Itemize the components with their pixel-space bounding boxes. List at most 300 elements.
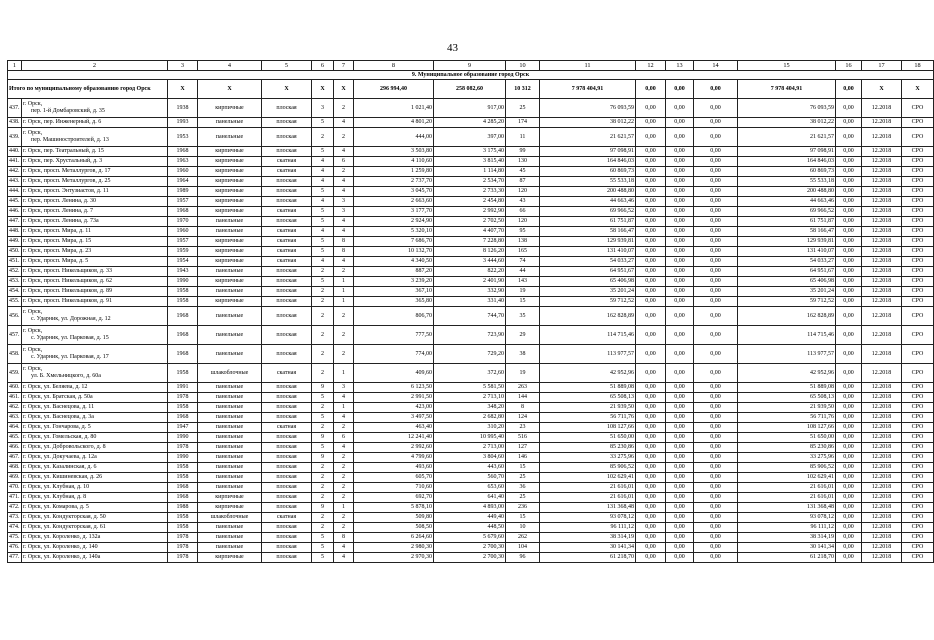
- table-row: [8, 128, 934, 147]
- table-cell: 4: [312, 167, 334, 177]
- table-cell: 2 454,80: [434, 197, 506, 207]
- table-cell: 11: [506, 128, 540, 147]
- table-cell: 3 177,70: [354, 207, 434, 217]
- section-title-row: [8, 71, 934, 80]
- table-cell: 464.: [8, 423, 22, 433]
- table-cell: 0,00: [694, 167, 738, 177]
- table-cell: плоская: [262, 433, 312, 443]
- total-cell: X: [198, 80, 262, 99]
- table-cell: 143: [506, 277, 540, 287]
- table-cell: 0,00: [636, 118, 666, 128]
- table-cell: 0,00: [694, 99, 738, 118]
- address-cell: г. Орск, ул. Васнецова, д. 11: [22, 403, 168, 413]
- table-cell: 0,00: [694, 483, 738, 493]
- table-cell: 1958: [168, 473, 198, 483]
- table-cell: 0,00: [666, 443, 694, 453]
- table-cell: 0,00: [636, 217, 666, 227]
- table-cell: СРО: [902, 277, 934, 287]
- table-cell: 12.2018: [862, 247, 902, 257]
- table-cell: скатная: [262, 257, 312, 267]
- table-cell: 1978: [168, 393, 198, 403]
- address-cell: г. Орск, просп. Мира, д. 11: [22, 227, 168, 237]
- table-cell: скатная: [262, 237, 312, 247]
- table-cell: 470.: [8, 483, 22, 493]
- table-cell: 0,00: [836, 227, 862, 237]
- table-cell: 66: [506, 207, 540, 217]
- table-cell: 130: [506, 157, 540, 167]
- table-cell: плоская: [262, 128, 312, 147]
- table-cell: 0,00: [694, 118, 738, 128]
- table-cell: 12.2018: [862, 423, 902, 433]
- table-cell: 35: [506, 307, 540, 326]
- table-cell: 0,00: [636, 227, 666, 237]
- table-row: [8, 443, 934, 453]
- table-cell: 2 733,30: [434, 187, 506, 197]
- table-cell: 10 995,40: [434, 433, 506, 443]
- table-cell: 5: [312, 443, 334, 453]
- table-cell: 236: [506, 503, 540, 513]
- table-cell: 463.: [8, 413, 22, 423]
- table-cell: 2: [312, 483, 334, 493]
- table-cell: 33 275,96: [540, 453, 636, 463]
- table-cell: панельные: [198, 483, 262, 493]
- table-cell: 131 410,07: [738, 247, 836, 257]
- table-cell: 61 218,70: [540, 553, 636, 563]
- address-cell: г. Орск, ул. Короленко, д. 140: [22, 543, 168, 553]
- address-cell: г. Орск, просп. Никельщиков, д. 62: [22, 277, 168, 287]
- table-cell: 0,00: [836, 345, 862, 364]
- table-cell: 729,20: [434, 345, 506, 364]
- table-cell: плоская: [262, 413, 312, 423]
- table-cell: 372,60: [434, 364, 506, 383]
- table-cell: 0,00: [666, 177, 694, 187]
- table-cell: 3 175,40: [434, 147, 506, 157]
- column-number: 8: [354, 61, 434, 71]
- table-cell: 1: [334, 297, 354, 307]
- table-cell: 129 939,81: [738, 237, 836, 247]
- table-cell: СРО: [902, 177, 934, 187]
- table-cell: СРО: [902, 553, 934, 563]
- table-cell: 0,00: [666, 483, 694, 493]
- table-cell: 0,00: [836, 453, 862, 463]
- table-cell: 12.2018: [862, 403, 902, 413]
- table-cell: 1953: [168, 128, 198, 147]
- table-cell: 397,00: [434, 128, 506, 147]
- table-cell: 0,00: [636, 187, 666, 197]
- table-cell: плоская: [262, 118, 312, 128]
- table-cell: СРО: [902, 157, 934, 167]
- table-row: [8, 147, 934, 157]
- table-cell: 1991: [168, 383, 198, 393]
- table-cell: 12.2018: [862, 413, 902, 423]
- table-cell: 0,00: [666, 326, 694, 345]
- table-cell: 97 098,91: [738, 147, 836, 157]
- table-cell: 3 804,60: [434, 453, 506, 463]
- total-cell: X: [334, 80, 354, 99]
- table-cell: 4 285,20: [434, 118, 506, 128]
- table-cell: 0,00: [694, 393, 738, 403]
- column-number: 12: [636, 61, 666, 71]
- address-cell: г. Орск, просп. Мира, д. 5: [22, 257, 168, 267]
- address-line: г. Орск,: [23, 328, 43, 335]
- total-cell: 296 994,40: [354, 80, 434, 99]
- address-line: пер. 1-й Домбаровский, д. 35: [31, 108, 105, 114]
- total-cell: X: [168, 80, 198, 99]
- table-row: [8, 187, 934, 197]
- table-cell: 44 663,46: [540, 197, 636, 207]
- column-number: 1: [8, 61, 22, 71]
- table-cell: 95: [506, 227, 540, 237]
- table-cell: 467.: [8, 453, 22, 463]
- table-cell: 30 141,34: [738, 543, 836, 553]
- total-row: [8, 80, 934, 99]
- table-cell: 451.: [8, 257, 22, 267]
- table-cell: 3 444,60: [434, 257, 506, 267]
- address-line: г. Орск,: [23, 101, 43, 108]
- table-cell: 0,00: [694, 197, 738, 207]
- table-cell: 1947: [168, 423, 198, 433]
- address-cell: г. Орск, ул. Гомельская, д. 80: [22, 433, 168, 443]
- column-number: 18: [902, 61, 934, 71]
- table-cell: 2: [312, 128, 334, 147]
- table-cell: 0,00: [836, 297, 862, 307]
- table-cell: СРО: [902, 297, 934, 307]
- table-cell: 2: [312, 345, 334, 364]
- table-cell: СРО: [902, 473, 934, 483]
- table-cell: плоская: [262, 217, 312, 227]
- table-cell: 473.: [8, 513, 22, 523]
- table-cell: 99: [506, 147, 540, 157]
- table-cell: 516: [506, 433, 540, 443]
- table-cell: плоская: [262, 403, 312, 413]
- table-cell: 1978: [168, 533, 198, 543]
- table-cell: 0,00: [666, 433, 694, 443]
- table-cell: 0,00: [694, 128, 738, 147]
- table-cell: 777,50: [354, 326, 434, 345]
- table-cell: 2: [334, 345, 354, 364]
- table-cell: 85 906,52: [540, 463, 636, 473]
- table-cell: кирпичные: [198, 257, 262, 267]
- table-cell: 466.: [8, 443, 22, 453]
- table-cell: 8: [334, 533, 354, 543]
- table-cell: 1958: [168, 287, 198, 297]
- table-cell: 459.: [8, 364, 22, 383]
- table-cell: СРО: [902, 118, 934, 128]
- column-number: 9: [434, 61, 506, 71]
- table-cell: 15: [506, 463, 540, 473]
- table-cell: 1958: [168, 523, 198, 533]
- table-cell: 9: [312, 383, 334, 393]
- table-cell: 0,00: [836, 217, 862, 227]
- table-cell: 452.: [8, 267, 22, 277]
- table-cell: 1990: [168, 453, 198, 463]
- address-cell: г. Орск, пер. Инженерный, д. 6: [22, 118, 168, 128]
- table-cell: 3 497,50: [354, 413, 434, 423]
- table-cell: 12.2018: [862, 364, 902, 383]
- table-cell: 0,00: [666, 473, 694, 483]
- address-line: г. Орск,: [23, 130, 43, 137]
- table-cell: 1 021,40: [354, 99, 434, 118]
- table-cell: 0,00: [636, 345, 666, 364]
- table-cell: 0,00: [636, 326, 666, 345]
- table-cell: 723,90: [434, 326, 506, 345]
- table-cell: 0,00: [666, 513, 694, 523]
- address-cell: г. Орск, ул. Короленко, д. 140а: [22, 553, 168, 563]
- table-cell: 455.: [8, 297, 22, 307]
- table-cell: 69 966,52: [540, 207, 636, 217]
- table-cell: 8: [334, 247, 354, 257]
- table-cell: 108 127,66: [540, 423, 636, 433]
- table-cell: 0,00: [666, 128, 694, 147]
- table-cell: 4: [334, 177, 354, 187]
- table-cell: 0,00: [636, 177, 666, 187]
- table-cell: 774,00: [354, 345, 434, 364]
- address-line: г. Орск,: [23, 347, 43, 354]
- table-cell: 2: [312, 307, 334, 326]
- table-cell: 164 846,03: [540, 157, 636, 167]
- table-cell: скатная: [262, 207, 312, 217]
- table-cell: 2 970,30: [354, 553, 434, 563]
- table-cell: скатная: [262, 423, 312, 433]
- table-row: [8, 177, 934, 187]
- table-cell: 0,00: [666, 237, 694, 247]
- table-cell: 0,00: [666, 297, 694, 307]
- table-cell: 2 702,50: [434, 217, 506, 227]
- address-cell: г. Орск, просп. Металлургов, д. 25: [22, 177, 168, 187]
- table-cell: 449,40: [434, 513, 506, 523]
- table-cell: 33 275,96: [738, 453, 836, 463]
- table-cell: 454.: [8, 287, 22, 297]
- table-cell: 2: [312, 403, 334, 413]
- column-number: 2: [22, 61, 168, 71]
- table-cell: 1968: [168, 345, 198, 364]
- table-cell: СРО: [902, 433, 934, 443]
- table-cell: 822,20: [434, 267, 506, 277]
- table-cell: 59 712,52: [738, 297, 836, 307]
- table-cell: 0,00: [836, 237, 862, 247]
- table-row: [8, 393, 934, 403]
- table-cell: 38: [506, 345, 540, 364]
- table-cell: 448,50: [434, 523, 506, 533]
- table-cell: 460.: [8, 383, 22, 393]
- table-cell: 0,00: [636, 473, 666, 483]
- table-cell: 444,00: [354, 128, 434, 147]
- table-row: [8, 247, 934, 257]
- table-cell: 5: [312, 533, 334, 543]
- table-cell: 0,00: [836, 413, 862, 423]
- page-number: 43: [447, 42, 458, 54]
- table-cell: 2: [334, 483, 354, 493]
- table-cell: 0,00: [636, 393, 666, 403]
- table-cell: 0,00: [836, 513, 862, 523]
- address-cell: г. Орск, ул. Докучаева, д. 12а: [22, 453, 168, 463]
- table-cell: 448.: [8, 227, 22, 237]
- table-cell: 0,00: [836, 493, 862, 503]
- table-cell: СРО: [902, 257, 934, 267]
- column-number: 7: [334, 61, 354, 71]
- table-cell: 6 123,50: [354, 383, 434, 393]
- table-cell: 2 700,30: [434, 553, 506, 563]
- total-cell: X: [902, 80, 934, 99]
- table-row: [8, 227, 934, 237]
- table-row: [8, 483, 934, 493]
- table-cell: 462.: [8, 403, 22, 413]
- table-cell: 1938: [168, 99, 198, 118]
- table-cell: 2: [334, 463, 354, 473]
- table-cell: СРО: [902, 227, 934, 237]
- table-cell: 8: [506, 403, 540, 413]
- table-cell: плоская: [262, 453, 312, 463]
- table-cell: 887,20: [354, 267, 434, 277]
- table-cell: 54 033,27: [738, 257, 836, 267]
- table-cell: 64 951,67: [738, 267, 836, 277]
- table-cell: плоская: [262, 493, 312, 503]
- table-cell: 0,00: [836, 287, 862, 297]
- table-row: [8, 493, 934, 503]
- table-cell: кирпичные: [198, 177, 262, 187]
- table-cell: 38 314,19: [738, 533, 836, 543]
- table-cell: СРО: [902, 423, 934, 433]
- table-row: [8, 533, 934, 543]
- table-cell: 2: [334, 493, 354, 503]
- table-cell: плоская: [262, 287, 312, 297]
- table-cell: панельные: [198, 326, 262, 345]
- table-cell: 0,00: [836, 383, 862, 393]
- table-cell: 0,00: [666, 118, 694, 128]
- table-cell: 5 320,10: [354, 227, 434, 237]
- address-cell: г. Орск, ул. Кишиневская, д. 26: [22, 473, 168, 483]
- table-cell: 4 893,00: [434, 503, 506, 513]
- table-cell: 5: [312, 187, 334, 197]
- table-cell: 262: [506, 533, 540, 543]
- table-cell: 12.2018: [862, 326, 902, 345]
- table-cell: 1943: [168, 267, 198, 277]
- address-cell: г. Орск, ул. Гончарова, д. 5: [22, 423, 168, 433]
- table-row: [8, 267, 934, 277]
- table-row: [8, 383, 934, 393]
- table-cell: 93 078,12: [540, 513, 636, 523]
- table-cell: кирпичные: [198, 237, 262, 247]
- table-cell: 409,60: [354, 364, 434, 383]
- table-cell: 0,00: [694, 553, 738, 563]
- table-cell: 0,00: [694, 513, 738, 523]
- table-cell: 0,00: [694, 287, 738, 297]
- address-cell: г. Орск, просп. Никельщиков, д. 91: [22, 297, 168, 307]
- table-cell: 12.2018: [862, 393, 902, 403]
- table-cell: плоская: [262, 177, 312, 187]
- table-cell: 0,00: [836, 247, 862, 257]
- table-cell: СРО: [902, 483, 934, 493]
- table-cell: 174: [506, 118, 540, 128]
- table-cell: 43: [506, 197, 540, 207]
- table-cell: скатная: [262, 167, 312, 177]
- table-cell: 0,00: [694, 383, 738, 393]
- table-cell: 446.: [8, 207, 22, 217]
- table-cell: 5: [312, 118, 334, 128]
- table-cell: панельные: [198, 473, 262, 483]
- table-cell: 0,00: [636, 297, 666, 307]
- table-cell: 2 663,60: [354, 197, 434, 207]
- table-cell: 36: [506, 483, 540, 493]
- table-cell: 468.: [8, 463, 22, 473]
- table-cell: 12.2018: [862, 493, 902, 503]
- table-cell: кирпичные: [198, 297, 262, 307]
- table-cell: 9: [312, 453, 334, 463]
- table-cell: панельные: [198, 403, 262, 413]
- table-cell: 493,60: [354, 463, 434, 473]
- table-cell: 164 846,03: [738, 157, 836, 167]
- table-cell: 441.: [8, 157, 22, 167]
- total-cell: 258 082,60: [434, 80, 506, 99]
- table-cell: 61 218,70: [738, 553, 836, 563]
- table-cell: 1958: [168, 513, 198, 523]
- table-cell: 5: [312, 277, 334, 287]
- table-cell: 509,80: [354, 513, 434, 523]
- table-cell: 0,00: [636, 413, 666, 423]
- table-cell: 0,00: [636, 553, 666, 563]
- table-cell: 108 127,66: [738, 423, 836, 433]
- table-cell: 4: [334, 257, 354, 267]
- table-cell: 1989: [168, 187, 198, 197]
- table-cell: панельные: [198, 443, 262, 453]
- table-row: [8, 523, 934, 533]
- table-cell: 3 045,70: [354, 187, 434, 197]
- table-cell: 367,10: [354, 287, 434, 297]
- table-cell: 0,00: [836, 543, 862, 553]
- table-cell: 127: [506, 443, 540, 453]
- table-cell: 0,00: [666, 403, 694, 413]
- table-cell: 1 259,80: [354, 167, 434, 177]
- table-cell: 0,00: [666, 277, 694, 287]
- table-row: [8, 503, 934, 513]
- table-cell: 0,00: [836, 463, 862, 473]
- table-cell: 456.: [8, 307, 22, 326]
- table-cell: 44 663,46: [738, 197, 836, 207]
- table-cell: СРО: [902, 513, 934, 523]
- table-cell: 12.2018: [862, 207, 902, 217]
- table-cell: 0,00: [694, 297, 738, 307]
- table-cell: 21 616,01: [738, 493, 836, 503]
- table-cell: 2 713,10: [434, 393, 506, 403]
- table-cell: 59 712,52: [540, 297, 636, 307]
- table-cell: 0,00: [694, 147, 738, 157]
- table-cell: 0,00: [666, 364, 694, 383]
- table-cell: 0,00: [836, 257, 862, 267]
- table-cell: 0,00: [666, 167, 694, 177]
- table-row: [8, 463, 934, 473]
- table-cell: 0,00: [694, 523, 738, 533]
- column-number: 15: [738, 61, 836, 71]
- table-cell: 2: [312, 297, 334, 307]
- table-cell: 0,00: [694, 326, 738, 345]
- table-cell: СРО: [902, 533, 934, 543]
- table-cell: 56 711,76: [540, 413, 636, 423]
- table-cell: 2: [334, 523, 354, 533]
- table-cell: 0,00: [666, 207, 694, 217]
- table-cell: 21 939,50: [540, 403, 636, 413]
- table-cell: 12.2018: [862, 513, 902, 523]
- table-cell: 0,00: [694, 473, 738, 483]
- column-number: 6: [312, 61, 334, 71]
- table-cell: 87: [506, 177, 540, 187]
- table-cell: 0,00: [694, 267, 738, 277]
- table-cell: 12.2018: [862, 463, 902, 473]
- table-cell: 2: [334, 326, 354, 345]
- table-cell: 710,60: [354, 483, 434, 493]
- table-cell: 4: [334, 227, 354, 237]
- table-cell: плоская: [262, 99, 312, 118]
- table-cell: 12.2018: [862, 307, 902, 326]
